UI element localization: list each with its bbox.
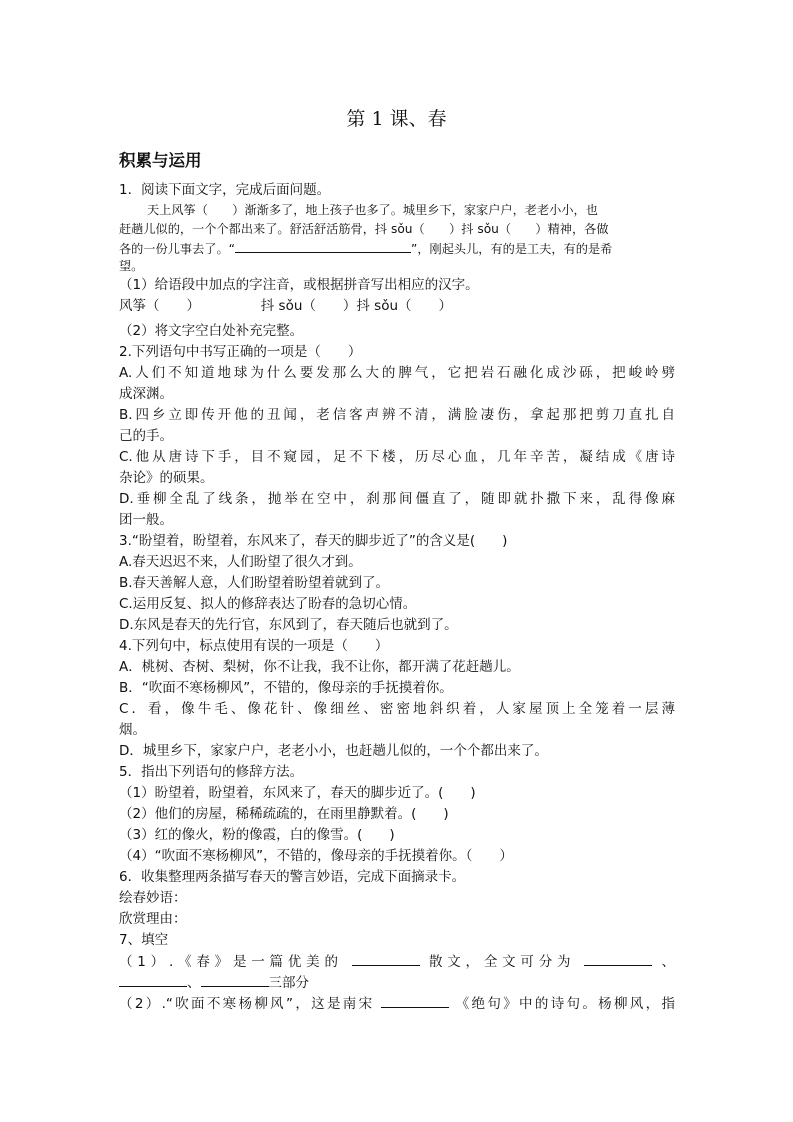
passage-text: ”，刚起头儿，有的是工夫，有的是希 — [411, 242, 613, 256]
q3-stem: 3.“盼望着，盼望着，东风来了，春天的脚步近了”的含义是( ) — [119, 533, 508, 549]
q1-answer-line: 风筝（ ） 抖 sǒu（ ）抖 sǒu（ ） — [119, 298, 453, 314]
q1-passage-line: 望。 — [119, 258, 144, 273]
q7-stem: 7、填空 — [119, 932, 169, 948]
q7-text: 三部分 — [268, 975, 309, 991]
q1-passage-line: 天上风筝（ ）渐渐多了，地上孩子也多了。城里乡下，家家户户，老老小小，也 — [147, 203, 598, 217]
passage-text: 各的一份儿事去了。“ — [119, 242, 236, 256]
question-list — [119, 180, 675, 1014]
q2-option-a-cont: 成深渊。 — [119, 386, 173, 402]
q5-item: （4）“吹面不寒杨柳风”，不错的，像母亲的手抚摸着你。（ ） — [119, 848, 513, 864]
q4-option-c-cont: 烟。 — [119, 722, 146, 738]
answer-blank[interactable] — [201, 972, 269, 987]
q4-option-a: A．桃树、杏树、梨树，你不让我，我不让你，都开满了花赶趟儿。 — [119, 659, 520, 675]
q2-option-c-cont: 杂论》的硕果。 — [119, 470, 214, 486]
q2-option-c: C.他从唐诗下手，目不窥园，足不下楼，历尽心血，几年辛苦，凝结成《唐诗 — [119, 449, 675, 465]
q6-field-label: 绘春妙语： — [119, 890, 187, 906]
answer-blank[interactable] — [119, 972, 187, 987]
q5-item: （1）盼望着，盼望着，东风来了，春天的脚步近了。( ) — [119, 785, 476, 801]
q7-item-1 — [119, 951, 675, 972]
q1-passage-line — [119, 238, 675, 257]
answer-blank[interactable] — [584, 951, 652, 966]
q4-stem: 4.下列句中，标点使用有误的一项是（ ） — [119, 638, 389, 654]
answer-blank[interactable] — [352, 951, 420, 966]
q5-stem: 5．指出下列语句的修辞方法。 — [119, 764, 304, 780]
q7-text: 、 — [661, 954, 675, 970]
q2-option-d-cont: 团一般。 — [119, 512, 173, 528]
q7-item-2 — [119, 993, 675, 1014]
answer-blank[interactable] — [381, 993, 449, 1008]
q7-text: （1）.《春》是一篇优美的 — [119, 954, 343, 970]
q2-option-b-cont: 己的手。 — [119, 428, 173, 444]
q1-sub-question: （2）将文字空白处补充完整。 — [119, 323, 304, 339]
q3-option-a: A.春天迟迟不来，人们盼望了很久才到。 — [119, 554, 362, 570]
q2-stem: 2.下列语句中书写正确的一项是（ ） — [119, 344, 362, 360]
q7-text: （2）.“吹面不寒杨柳风”，这是南宋 — [119, 996, 375, 1012]
q1-sub-question: （1）给语段中加点的字注音，或根据拼音写出相应的汉字。 — [119, 277, 479, 293]
q2-option-d: D.垂柳全乱了线条，抛举在空中，刹那间僵直了，随即就扑撒下来，乱得像麻 — [119, 491, 675, 507]
q1-stem: 1．阅读下面文字，完成后面问题。 — [119, 182, 331, 198]
q3-option-b: B.春天善解人意，人们盼望着盼望着就到了。 — [119, 575, 390, 591]
q1-passage-line: 赶趟儿似的，一个个都出来了。舒活舒活筋骨，抖 sǒu（ ）抖 sǒu（ ）精神，各做 — [119, 221, 609, 236]
q4-option-c: C．看，像牛毛、像花针、像细丝、密密地斜织着，人家屋顶上全笼着一层薄 — [119, 701, 675, 717]
q5-item: （2）他们的房屋，稀稀疏疏的，在雨里静默着。( ) — [119, 806, 449, 822]
answer-blank[interactable] — [235, 238, 411, 253]
page-title: 第 1 课、春 — [346, 108, 447, 130]
q4-option-d: D．城里乡下，家家户户，老老小小，也赶趟儿似的，一个个都出来了。 — [119, 743, 548, 759]
q7-item-1-cont — [119, 972, 675, 993]
q7-text: 散文，全文可分为 — [428, 954, 576, 970]
q6-field-label: 欣赏理由： — [119, 911, 187, 927]
q6-stem: 6．收集整理两条描写春天的警言妙语，完成下面摘录卡。 — [119, 869, 466, 885]
q2-option-a: A.人们不知道地球为什么要发那么大的脾气，它把岩石融化成沙砾，把峻岭劈 — [119, 365, 675, 381]
q3-option-d: D.东风是春天的先行官，东风到了，春天随后也就到了。 — [119, 617, 458, 633]
q2-option-b: B.四乡立即传开他的丑闻，老信客声辨不清，满脸凄伤，拿起那把剪刀直扎自 — [119, 407, 675, 423]
q3-option-c: C.运用反复、拟人的修辞表达了盼春的急切心情。 — [119, 596, 417, 612]
q7-text: 《绝句》中的诗句。杨柳风，指 — [455, 996, 675, 1012]
section-heading: 积累与运用 — [119, 151, 202, 170]
q5-item: （3）红的像火，粉的像霞，白的像雪。( ) — [119, 827, 395, 843]
q7-text: 、 — [187, 975, 201, 991]
q4-option-b: B．“吹面不寒杨柳风”，不错的，像母亲的手抚摸着你。 — [119, 680, 453, 696]
